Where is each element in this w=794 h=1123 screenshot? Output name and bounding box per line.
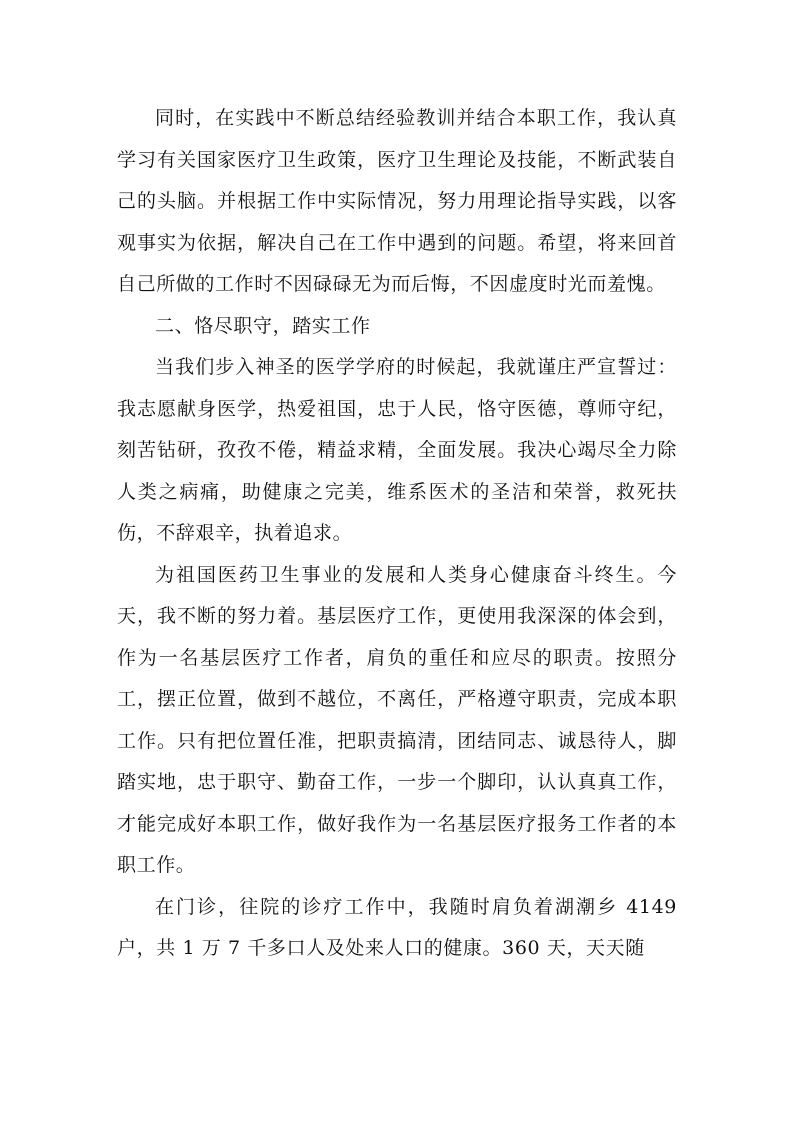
paragraph-clinic: 在门诊，往院的诊疗工作中，我随时肩负着湖潮乡 4149户，共 1 万 7 千多口人及处来人口的健康。360 天，天天随 (117, 895, 677, 959)
paragraph-duty: 为祖国医药卫生事业的发展和人类身心健康奋斗终生。今天，我不断的努力着。基层医疗工作，更使用我深深的体会到，作为一名基层医疗工作者，肩负的重任和应尽的职责。按照分工，摆正位置，做到不越位，不离任，严格遵守职责，完成本职工作。只有把位置任准，把职责搞清，团结同志、诚恳待人，脚踏实地，忠于职守、勤奋工作，一步一个脚印，认认真真工作，才能完成好本职工作，做好我作为一名基层医疗报务工作者的本职工作。 (117, 563, 677, 876)
section-heading: 二、恪尽职守，踏实工作 (155, 314, 371, 337)
paragraph-oath: 当我们步入神圣的医学学府的时候起，我就谨庄严宣誓过：我志愿献身医学，热爱祖国，忠于人民，恪守医德，尊师守纪，刻苦钻研，孜孜不倦，精益求精，全面发展。我决心竭尽全力除人类之病痛，助健康之完美，维系医术的圣洁和荣誉，救死扶伤，不辞艰辛，执着追求。 (117, 356, 677, 544)
document-body (117, 98, 677, 970)
paragraph-study: 同时，在实践中不断总结经验教训并结合本职工作，我认真学习有关国家医疗卫生政策，医疗卫生理论及技能，不断武装自己的头脑。并根据工作中实际情况，努力用理论指导实践，以客观事实为依据，解决自己在工作中遇到的问题。希望，将来回首自己所做的工作时不因碌碌无为而后悔，不因虚度时光而羞愧。 (117, 107, 677, 295)
